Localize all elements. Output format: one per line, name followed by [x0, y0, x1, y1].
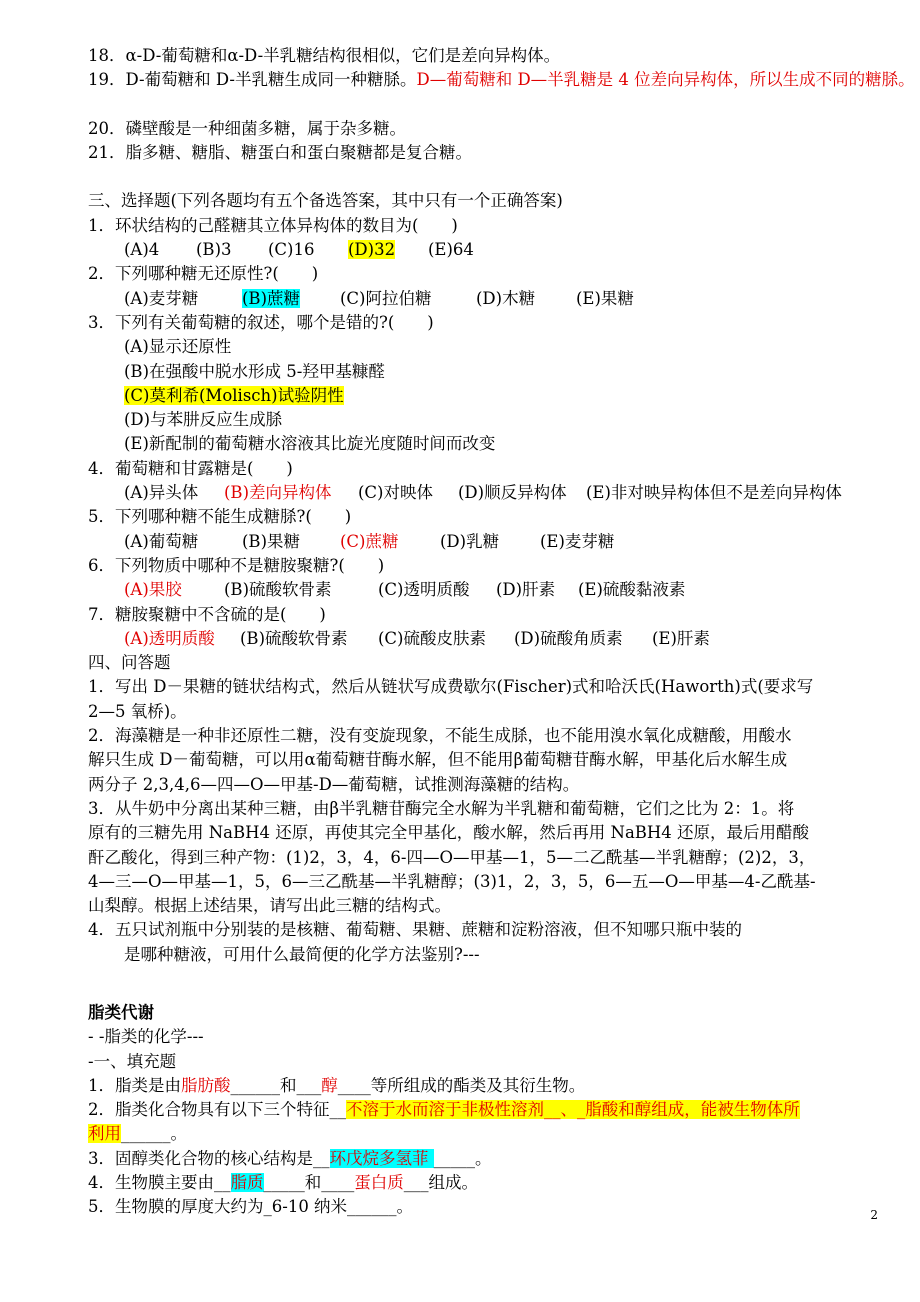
- choice-q6-stem: 6．下列物质中哪种不是糖胺聚糖?( ): [88, 555, 385, 575]
- fill-item-5: 5．生物膜的厚度大约为_6-10 纳米______。: [88, 1197, 414, 1217]
- fill-3-text: 3．固醇类化合物的核心结构是__: [88, 1148, 330, 1168]
- fill-heading: -一、填充题: [88, 1051, 177, 1071]
- option-e: (E)非对映异构体但不是差向异构体: [586, 483, 842, 503]
- option-a-answer: (A)透明质酸: [124, 628, 215, 648]
- fill-2-answer: 不溶于水而溶于非极性溶剂__、_脂酸和醇组成，能被生物体所: [346, 1100, 800, 1120]
- fill-1-text: 1．脂类是由: [88, 1075, 181, 1095]
- option-b: (B)硫酸软骨素: [224, 580, 332, 600]
- qa-1-line-1: 1．写出 D－果糖的链状结构式，然后从链状写成费歇尔(Fischer)式和哈沃氏(Haworth)式(要求写: [88, 677, 814, 697]
- fill-1-text: ______和___: [230, 1075, 322, 1095]
- option-d: (D)肝素: [496, 580, 556, 600]
- section-gap: [88, 967, 880, 1001]
- choice-heading: 三、选择题(下列各题均有五个备选答案，其中只有一个正确答案): [88, 191, 563, 211]
- option-a: (A)麦芽糖: [124, 288, 199, 308]
- fill-item-2-line-1: [88, 1098, 880, 1122]
- tf-item-19-answer: D—葡萄糖和 D—半乳糖是 4 位差向异构体，所以生成不同的糖脎。: [416, 70, 915, 90]
- qa-4-line-2: 是哪种糖液，可用什么最简便的化学方法鉴别?---: [124, 944, 480, 964]
- qa-2-line-1: 2．海藻糖是一种非还原性二糖，没有变旋现象，不能生成脎，也不能用溴水氧化成糖酸，用酸水: [88, 726, 792, 746]
- qa-heading: 四、问答题: [88, 653, 171, 673]
- option-b: (B)硫酸软骨素: [240, 628, 348, 648]
- choice-q5-stem: 5．下列哪种糖不能生成糖脎?( ): [88, 507, 352, 527]
- option-d: (D)乳糖: [440, 531, 500, 551]
- option-a: (A)异头体: [124, 483, 199, 503]
- choice-q1-options: [88, 238, 880, 262]
- option-e: (E)硫酸黏液素: [578, 580, 686, 600]
- option-c-answer: (C)蔗糖: [340, 531, 399, 551]
- fill-item-1: [88, 1074, 880, 1098]
- option-d: (D)硫酸角质素: [514, 628, 623, 648]
- qa-2-line-3: 两分子 2,3,4,6—四—O—甲基-D—葡萄糖，试推测海藻糖的结构。: [88, 774, 580, 794]
- option-c-row: [88, 384, 880, 408]
- option-c-answer: (C)莫利希(Molisch)试验阴性: [124, 385, 344, 405]
- option-a: (A)显示还原性: [124, 337, 232, 357]
- fill-4-text: _____和____: [263, 1173, 355, 1193]
- choice-q4-options: [88, 481, 880, 505]
- choice-q7-stem: 7．糖胺聚糖中不含硫的是( ): [88, 604, 326, 624]
- qa-3-line-1: 3．从牛奶中分离出某种三糖，由β半乳糖苷酶完全水解为半乳糖和葡萄糖，它们之比为 2：1。将: [88, 798, 795, 818]
- option-e: (E)麦芽糖: [540, 531, 615, 551]
- option-a: (A)4: [124, 240, 160, 260]
- option-d: (D)与苯肼反应生成脎: [124, 410, 283, 430]
- qa-3-line-2: 原有的三糖先用 NaBH4 还原，再使其完全甲基化，酸水解，然后再用 NaBH4 还原，最后用醋酸: [88, 823, 810, 843]
- fill-4-text: 4．生物膜主要由__: [88, 1173, 231, 1193]
- option-a: (A)葡萄糖: [124, 531, 199, 551]
- fill-item-2-line-2: [88, 1122, 880, 1146]
- choice-q1-stem: 1．环状结构的己醛糖其立体异构体的数目为( ): [88, 215, 458, 235]
- fill-2-answer-cont: 利用: [88, 1124, 121, 1144]
- option-c: (C)对映体: [358, 483, 433, 503]
- qa-1-line-2: 2—5 氧桥)。: [88, 701, 187, 721]
- fill-2-text: ______。: [121, 1124, 187, 1144]
- choice-q6-options: [88, 578, 880, 602]
- choice-q5-options: [88, 530, 880, 554]
- option-b: (B)果糖: [242, 531, 300, 551]
- option-d: (D)顺反异构体: [458, 483, 567, 503]
- fill-4-answer-2: 蛋白质: [354, 1173, 404, 1193]
- option-c: (C)硫酸皮肤素: [378, 628, 486, 648]
- fill-1-answer-1: 脂肪酸: [181, 1075, 231, 1095]
- option-b-answer: (B)差向异构体: [224, 483, 332, 503]
- fill-3-answer: 环戊烷多氢菲: [329, 1148, 434, 1168]
- choice-q4-stem: 4．葡萄糖和甘露糖是( ): [88, 458, 293, 478]
- fill-2-text: 2．脂类化合物具有以下三个特征__: [88, 1100, 346, 1120]
- option-e: (E)新配制的葡萄糖水溶液其比旋光度随时间而改变: [124, 434, 496, 454]
- option-d: (D)木糖: [476, 288, 536, 308]
- qa-3-line-4: 4—三—O—甲基—1，5，6—三乙酰基—半乳糖醇；(3)1，2，3，5，6—五—O—甲基—4-乙酰基-: [88, 871, 816, 891]
- choice-q2-options: [88, 287, 880, 311]
- option-c: (C)阿拉伯糖: [340, 288, 432, 308]
- lipid-title: 脂类代谢: [88, 1002, 154, 1022]
- qa-2-line-2: 解只生成 D－葡萄糖，可以用α葡萄糖苷酶水解，但不能用β葡萄糖苷酶水解，甲基化后水解生成: [88, 750, 788, 770]
- tf-item-19-text: 19．D-葡萄糖和 D-半乳糖生成同一种糖脎。: [88, 70, 417, 90]
- fill-4-text: ___组成。: [403, 1173, 478, 1193]
- choice-q7-options: [88, 627, 880, 651]
- option-b: (B)3: [196, 240, 232, 260]
- tf-item-20: 20．磷壁酸是一种细菌多糖，属于杂多糖。: [88, 118, 406, 138]
- fill-item-4: [88, 1171, 880, 1195]
- option-a-answer: (A)果胶: [124, 580, 182, 600]
- page-number: 2: [870, 1208, 878, 1222]
- option-e: (E)64: [428, 240, 474, 260]
- fill-1-text: ____等所组成的酯类及其衍生物。: [337, 1075, 586, 1095]
- qa-3-line-3: 酐乙酸化，得到三种产物：(1)2，3，4，6-四—O—甲基—1，5—二乙酰基—半乳糖醇；(2)2，3，: [88, 847, 816, 867]
- section-gap: [88, 165, 880, 189]
- tf-item-18: 18．α-D-葡萄糖和α-D-半乳糖结构很相似，它们是差向异构体。: [88, 46, 561, 65]
- option-e: (E)肝素: [652, 628, 710, 648]
- qa-3-line-5: 山梨醇。根据上述结果，请写出此三糖的结构式。: [88, 896, 451, 916]
- choice-q2-stem: 2．下列哪种糖无还原性?( ): [88, 264, 319, 284]
- fill-4-answer-1: 脂质: [230, 1173, 264, 1193]
- choice-q3-stem: 3．下列有关葡萄糖的叙述，哪个是错的?( ): [88, 312, 434, 332]
- lipid-subtitle: - -脂类的化学---: [88, 1027, 204, 1047]
- option-c: (C)透明质酸: [378, 580, 470, 600]
- option-e: (E)果糖: [576, 288, 634, 308]
- fill-1-answer-2: 醇: [321, 1075, 338, 1095]
- tf-item-21: 21．脂多糖、糖脂、糖蛋白和蛋白聚糖都是复合糖。: [88, 143, 472, 163]
- option-b: (B)在强酸中脱水形成 5-羟甲基糠醛: [124, 361, 385, 381]
- qa-4-line-1: 4．五只试剂瓶中分别装的是核糖、葡萄糖、果糖、蔗糖和淀粉溶液，但不知哪只瓶中装的: [88, 920, 742, 940]
- spacer: [88, 93, 880, 117]
- option-d-answer: (D)32: [348, 240, 396, 260]
- fill-3-text: _____。: [433, 1148, 492, 1168]
- option-c: (C)16: [268, 240, 315, 260]
- fill-item-3: [88, 1147, 880, 1171]
- option-b-answer: (B)蔗糖: [242, 288, 300, 308]
- tf-item-19: [88, 68, 915, 92]
- page-content: [88, 44, 915, 1220]
